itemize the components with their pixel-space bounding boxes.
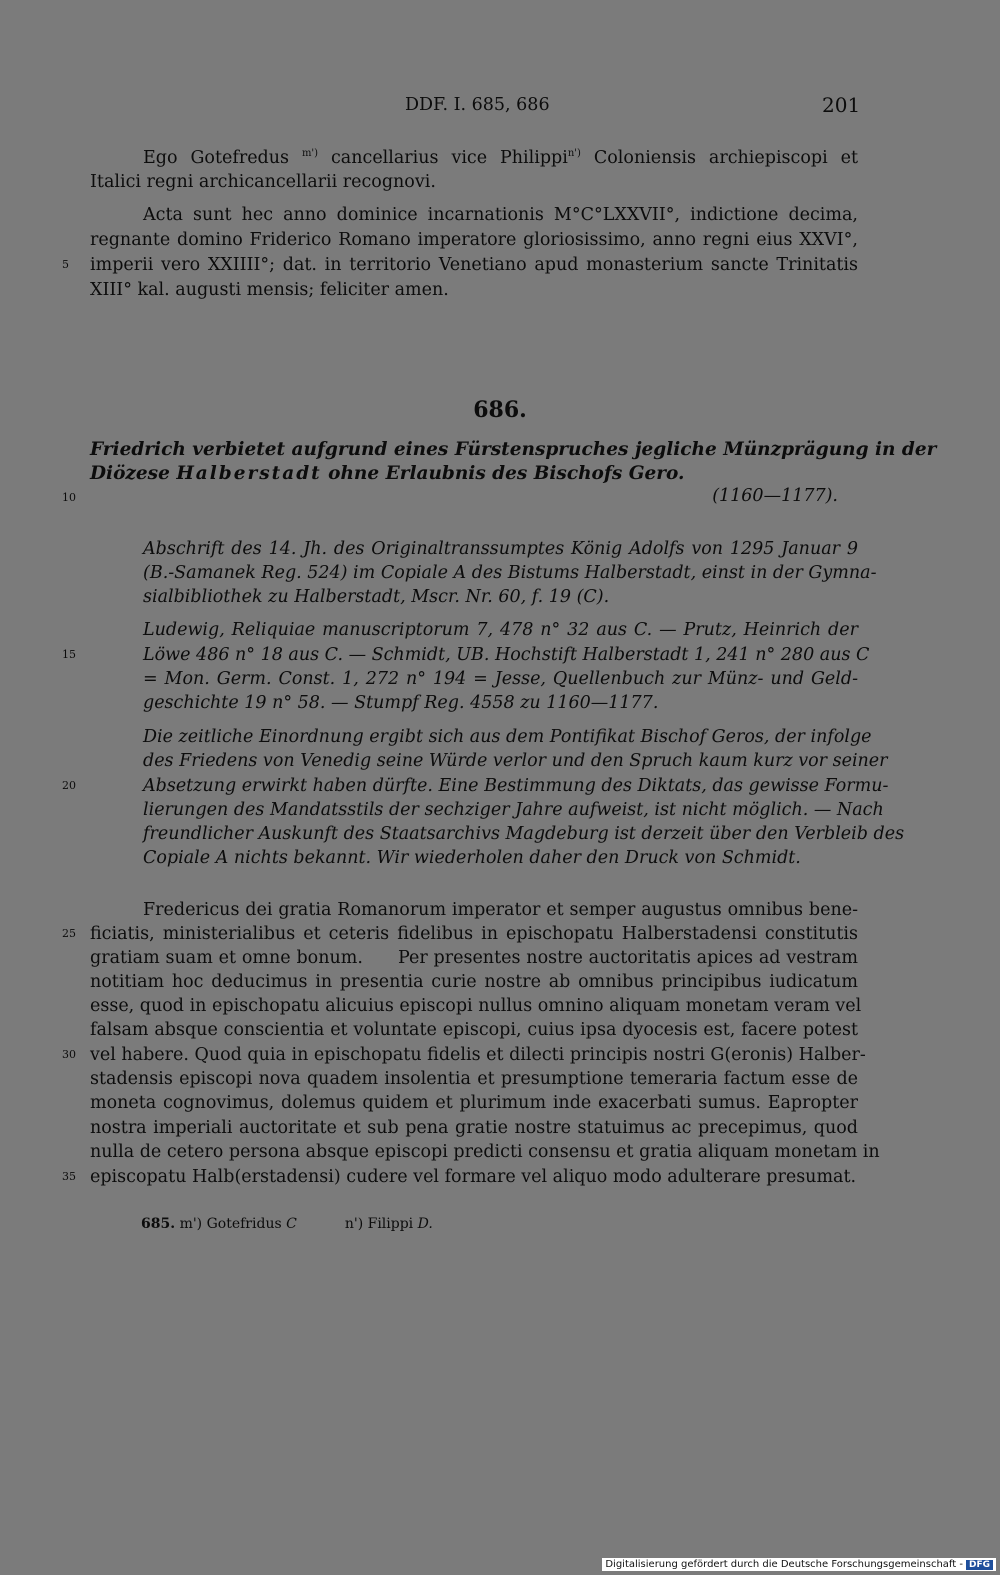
- subscription-line: [143, 146, 858, 171]
- commentary-line: freundlicher Auskunft des Staatsarchivs Magdeburg ist derzeit über den Verbleib des: [143, 824, 905, 844]
- regest-title-line: [90, 462, 858, 487]
- commentary-line: Absetzung erwirkt haben dürfte. Eine Bestimmung des Diktats, das gewisse Formu-: [143, 776, 889, 796]
- line-number: 20: [62, 779, 76, 792]
- regest-title-part: ohne Erlaubnis des Bischofs Gero.: [321, 463, 685, 484]
- dating-clause-line: imperii vero XXIIII°; dat. in territorio Venetiano apud monasterium sancte Trinitatis: [90, 255, 858, 275]
- footnote-mark-m: m'): [301, 148, 319, 160]
- manuscript-note-line: Abschrift des 14. Jh. des Originaltranssumptes König Adolfs von 1295 Januar 9: [143, 539, 858, 559]
- subscription-line-2: Italici regni archicancellarii recognovi.: [90, 172, 436, 192]
- literature-line: geschichte 19 n° 58. — Stumpf Reg. 4558 zu 1160—1177.: [143, 693, 659, 713]
- footnote-doc-ref: 685.: [141, 1216, 176, 1232]
- commentary-line: des Friedens von Venedig seine Würde verlor und den Spruch kaum kurz vor seiner: [143, 751, 888, 771]
- footnote-text-m: Gotefridus: [202, 1216, 287, 1232]
- dating-clause-line: Acta sunt hec anno dominice incarnationis M°C°LXXVII°, indictione decima,: [143, 205, 858, 225]
- literature-line: Löwe 486 n° 18 aus C. — Schmidt, UB. Hochstift Halberstadt 1, 241 n° 280 aus C: [143, 645, 870, 665]
- sig-text-2: cancellarius vice Philippi: [318, 148, 568, 168]
- line-number: 15: [62, 648, 76, 661]
- charter-text-line: esse, quod in epischopatu alicuius episcopi nullus omnino aliquam monetam veram vel: [90, 996, 862, 1016]
- line-number: 30: [62, 1048, 76, 1061]
- page-number: 201: [822, 93, 861, 117]
- line-number: 10: [62, 491, 76, 504]
- literature-line: = Mon. Germ. Const. 1, 272 n° 194 = Jesse, Quellenbuch zur Münz- und Geld-: [143, 669, 858, 689]
- footnote-siglum-n: D.: [417, 1216, 433, 1232]
- manuscript-note-line: sialbibliothek zu Halberstadt, Mscr. Nr. 60, f. 19 (C).: [143, 587, 610, 607]
- charter-text-line: falsam absque conscientia et voluntate episcopi, cuius ipsa dyocesis est, facere potest: [90, 1020, 858, 1040]
- charter-text-line: gratiam suam et omne bonum. Per presentes nostre auctoritatis apices ad vestram: [90, 948, 858, 968]
- charter-text-line: moneta cognovimus, dolemus quidem et plurimum inde exacerbati sumus. Eapropter: [90, 1093, 858, 1113]
- regest-title-line: Friedrich verbietet aufgrund eines Fürstenspruches jegliche Münzprägung in der: [90, 439, 937, 460]
- dfg-logo: DFG: [966, 1560, 993, 1570]
- manuscript-note-line: (B.-Samanek Reg. 524) im Copiale A des Bistums Halberstadt, einst in der Gymna-: [143, 563, 877, 583]
- regest-title-part: Diözese: [90, 463, 177, 484]
- footnote-label-m: m'): [179, 1216, 203, 1232]
- document-number: 686.: [473, 397, 527, 423]
- charter-text-line: episcopatu Halb(erstadensi) cudere vel formare vel aliquo modo adulterare presumat.: [90, 1167, 857, 1187]
- digitization-credit-text: Digitalisierung gefördert durch die Deutsche Forschungsgemeinschaft -: [605, 1559, 963, 1570]
- place-name-spaced: Halberstadt: [176, 463, 322, 484]
- commentary-line: lierungen des Mandatsstils der sechziger Jahre aufweist, ist nicht möglich. — Nach: [143, 800, 884, 820]
- commentary-line: Copiale A nichts bekannt. Wir wiederholen daher den Druck von Schmidt.: [143, 848, 801, 868]
- dating-clause-line: regnante domino Friderico Romano imperatore gloriosissimo, anno regni eius XXVI°,: [90, 230, 858, 250]
- footnote-text-n: Filippi: [363, 1216, 418, 1232]
- line-number: 35: [62, 1170, 76, 1183]
- charter-text-line: ficiatis, ministerialibus et ceteris fidelibus in epischopatu Halberstadensi constitutis: [90, 924, 858, 944]
- dating-clause-line: XIII° kal. augusti mensis; feliciter amen.: [90, 280, 449, 300]
- footnote-label-n: n'): [344, 1216, 364, 1232]
- charter-text-line: nostra imperiali auctoritate et sub pena gratie nostre statuimus ac precepimus, quod: [90, 1118, 858, 1138]
- charter-text-line: vel habere. Quod quia in epischopatu fidelis et dilecti principis nostri G(eronis) Halber-: [90, 1045, 866, 1065]
- sig-text-3: Coloniensis archiepiscopi et: [580, 148, 858, 168]
- footnote-mark-n: n'): [567, 148, 581, 160]
- charter-text-line: nulla de cetero persona absque episcopi predicti consensu et gratia aliquam monetam in: [90, 1142, 880, 1162]
- footnote-siglum-m: C: [286, 1216, 297, 1232]
- charter-text-line: notitiam hoc deducimus in presentia curie nostre ab omnibus principibus iudicatum: [90, 972, 858, 992]
- line-number: 5: [62, 258, 69, 271]
- commentary-line: Die zeitliche Einordnung ergibt sich aus dem Pontifikat Bischof Geros, der infolge: [143, 727, 872, 747]
- line-number: 25: [62, 927, 76, 940]
- literature-line: Ludewig, Reliquiae manuscriptorum 7, 478 n° 32 aus C. — Prutz, Heinrich der: [143, 620, 858, 640]
- date-range: (1160—1177).: [712, 486, 838, 506]
- footnote-apparatus: [141, 1216, 433, 1232]
- sig-text-1: Ego Gotefredus: [143, 148, 289, 168]
- charter-text-line: stadensis episcopi nova quadem insolentia et presumptione temeraria factum esse de: [90, 1069, 858, 1089]
- running-header: DDF. I. 685, 686: [405, 95, 550, 115]
- digitization-credit: [602, 1558, 996, 1571]
- charter-text-line: Fredericus dei gratia Romanorum imperator et semper augustus omnibus bene-: [143, 900, 858, 920]
